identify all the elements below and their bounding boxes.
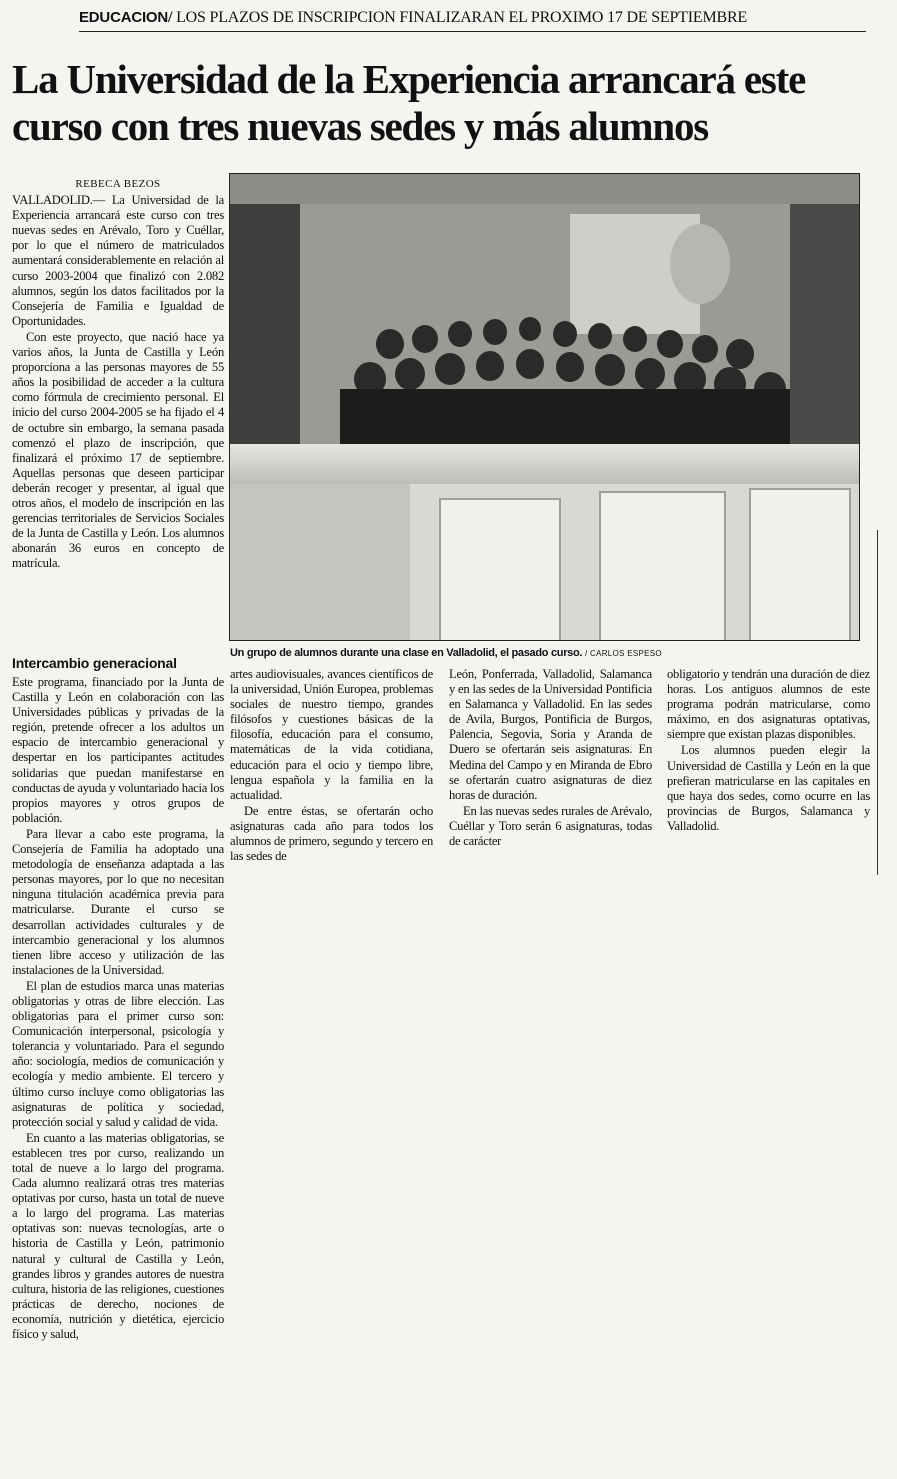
caption-text: Un grupo de alumnos durante una clase en Valladolid, el pasado curso. bbox=[230, 647, 583, 659]
paragraph: artes audiovisuales, avances científicos de la universidad, Unión Europea, problemas sociales de nuestro tiempo, grandes filósofos y cuestiones básicas de la filosofía, educación para el consumo, matemáticas de la vida cotidiana, educación para el ocio y tiempo libre, lengua española y la familia en la actualidad. bbox=[230, 667, 433, 802]
paragraph: obligatorio y tendrán una duración de diez horas. Los antiguos alumnos de este programa podrán matricularse, como máximo, en dos asignaturas optativas, siempre que existan plazas disponibles. bbox=[667, 667, 870, 742]
headline: La Universidad de la Experiencia arrancará este curso con tres nuevas sedes y más alumnos bbox=[12, 56, 806, 149]
article-column-1-top bbox=[12, 177, 224, 572]
section-kicker bbox=[79, 8, 866, 32]
paragraph: De entre éstas, se ofertarán ocho asignaturas cada año para todos los alumnos de primero, segundo y tercero en las sedes de bbox=[230, 803, 433, 864]
section-label: EDUCACION bbox=[79, 9, 169, 26]
photo-credit: / CARLOS ESPESO bbox=[584, 649, 662, 658]
column-rule bbox=[877, 530, 878, 875]
paragraph: En las nuevas sedes rurales de Arévalo, Cuéllar y Toro serán 6 asignaturas, todas de carácter bbox=[449, 803, 652, 849]
paragraph: Con este proyecto, que nació hace ya varios años, la Junta de Castilla y León proporciona a las personas mayores de 55 años la posibilidad de acceder a la cultura como fórmula de crecimiento personal. El inicio del curso 2004-2005 se ha fijado el 4 de octubre sin embargo, la semana pasada comenzó el plazo de inscripción, que finalizará el próximo 17 de septiembre. Aquellas personas que deseen participar deberán recoger y presentar, al igual que otros años, el modelo de inscripción en las gerencias territoriales de Servicios Sociales de la Junta de Castilla y León. Los alumnos abonarán 36 euros en concepto de matrícula. bbox=[12, 329, 224, 571]
subheading: Intercambio generacional bbox=[12, 655, 177, 671]
article-column-3 bbox=[449, 667, 652, 850]
paragraph: El plan de estudios marca unas materias obligatorias y otras de libre elección. Las obligatorias para el primer curso son: Comunicación interpersonal, psicología y tolerancia y voluntariado. Para el segundo año: sociología, medios de comunicación y ecología y medio ambiente. El tercero y último curso incluye como obligatorias las asignaturas de política y sociedad, protección social y salud y calidad de vida. bbox=[12, 978, 224, 1129]
kicker-slash: / bbox=[168, 9, 173, 26]
paragraph: Este programa, financiado por la Junta de Castilla y León en colaboración con las Universidades públicas y privadas de la región, pretende ofrecer a los adultos un espacio de intercambio generacional y despertar en los participantes actitudes solidarias que puedan manifestarse en conductas de ayuda y voluntariado hacia los propios mayores y otros grupos de población. bbox=[12, 675, 224, 825]
article-column-1-bottom bbox=[12, 654, 224, 1343]
kicker-text: LOS PLAZOS DE INSCRIPCION FINALIZARAN EL PROXIMO 17 DE SEPTIEMBRE bbox=[176, 9, 747, 26]
classroom-photo bbox=[229, 173, 860, 641]
paragraph: León, Ponferrada, Valladolid, Salamanca y en las sedes de la Universidad Pontificia en Salamanca y Valladolid. En las sedes de Avila, Burgos, Pontificia de Burgos, Palencia, Segovia, Soria y Aranda de Duero se ofertarán seis asignaturas. En Medina del Campo y en Miranda de Ebro se ofertarán cuatro asignaturas de diez horas de duración. bbox=[449, 667, 652, 802]
paragraph: Los alumnos pueden elegir la Universidad de Castilla y León en la que prefieran matricularse en las capitales en que haya dos sedes, como ocurre en las provincias de Burgos, Salamanca y Valladolid. bbox=[667, 743, 870, 833]
photo-caption bbox=[230, 646, 870, 661]
classroom-photo-image bbox=[230, 174, 860, 641]
paragraph: En cuanto a las materias obligatorias, se establecen tres por curso, realizando un total de nueve a lo largo del programa. Cada alumno realizará otras tres materias optativas por curso, hasta un total de nueve a lo largo del programa. Las materias optativas son: nuevas tecnologías, arte o historia de Castilla y León, patrimonio natural y cultural de Castilla y León, grandes libros y grandes autores de nuestra cultura, historia de las religiones, cuestiones prácticas de derecho, nociones de economía, nutrición y dietética, ejercicio físico y salud, bbox=[12, 1130, 224, 1342]
byline: REBECA BEZOS bbox=[75, 178, 161, 190]
article-column-4 bbox=[667, 667, 870, 835]
paragraph: VALLADOLID.— La Universidad de la Experiencia arrancará este curso con tres nuevas sedes en Arévalo, Toro y Cuéllar, por lo que el número de matriculados aumentará considerablemente en relación al curso 2003-2004 que finalizó con 2.082 alumnos, según los datos facilitados por la Consejería de Familia e Igualdad de Oportunidades. bbox=[12, 193, 224, 328]
article-column-2 bbox=[230, 667, 433, 865]
paragraph: Para llevar a cabo este programa, la Consejería de Familia ha adoptado una metodología de enseñanza adaptada a las personas mayores, por lo que no necesitan ninguna titulación académica previa para matricularse. Durante el curso se desarrollan actividades culturales y de intercambio generacional y los alumnos tienen libre acceso y utilización de las instalaciones de la Universidad. bbox=[12, 826, 224, 977]
